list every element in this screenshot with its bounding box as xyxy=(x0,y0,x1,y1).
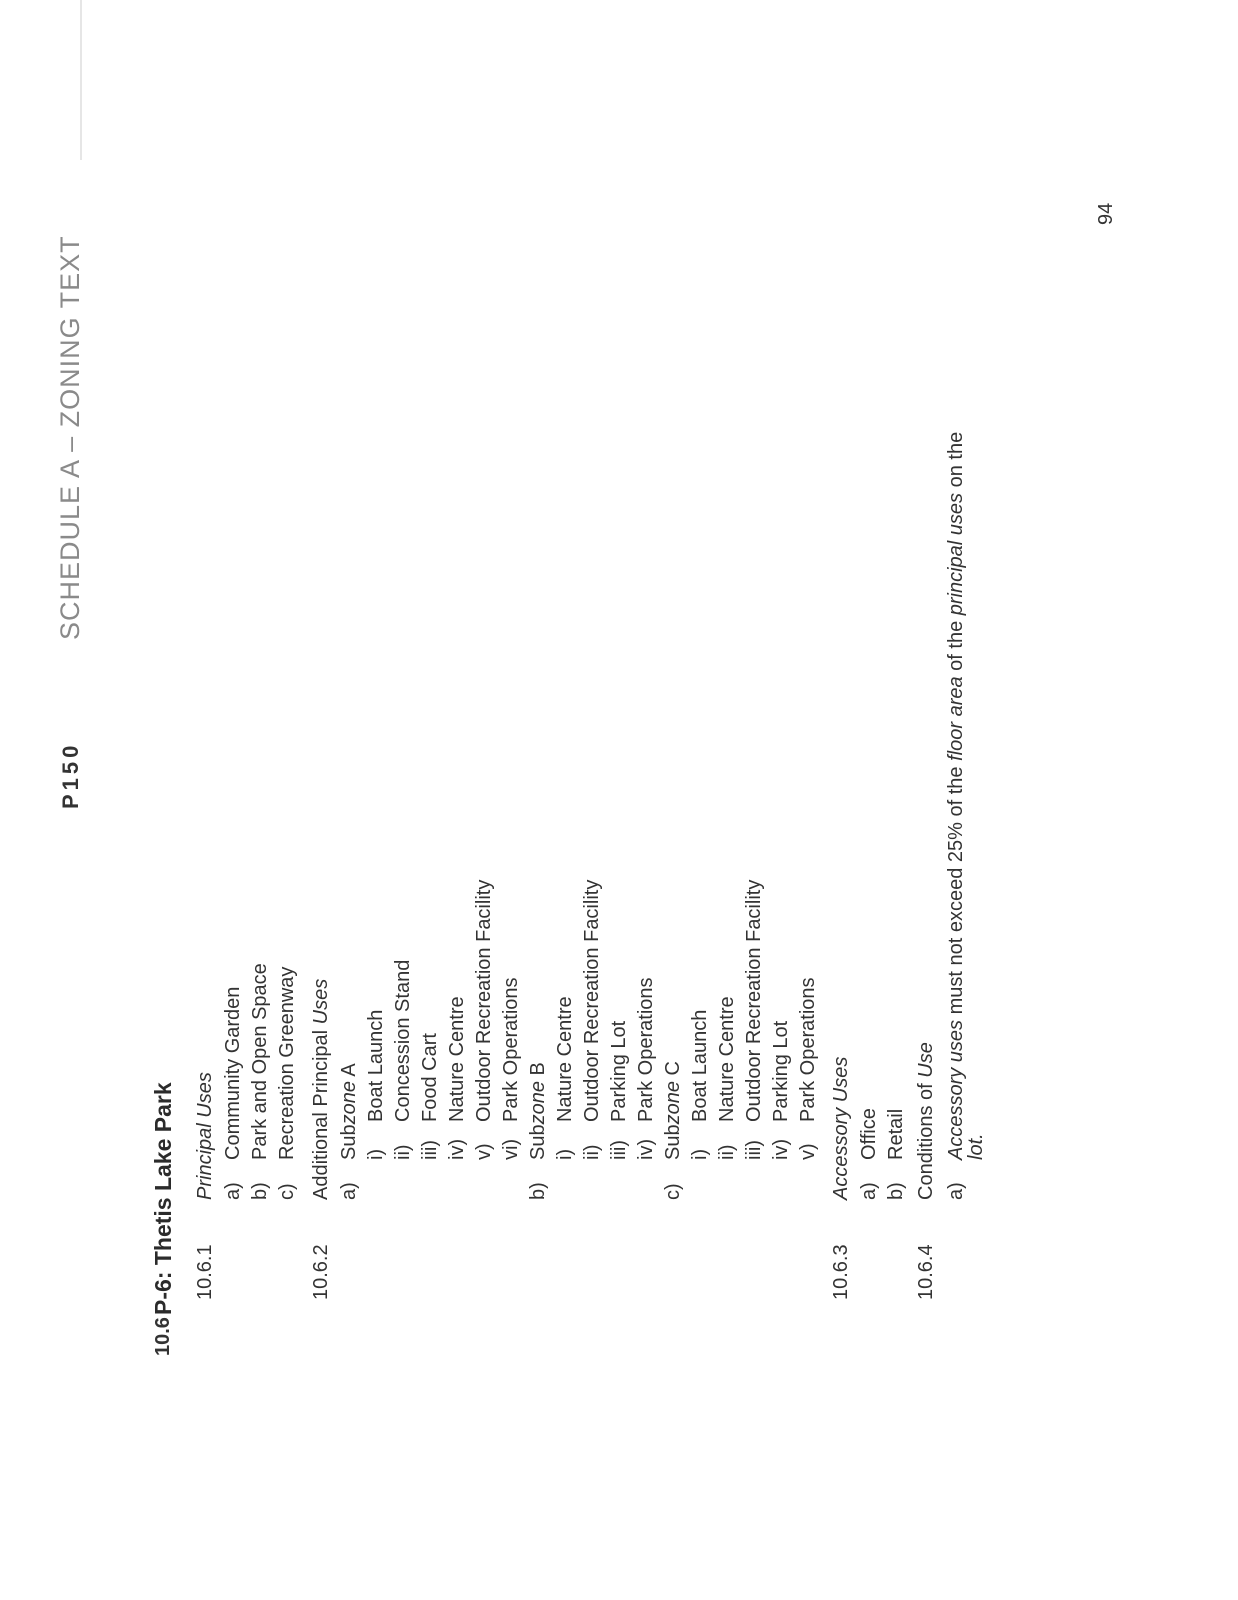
subzone-marker: c) xyxy=(662,1183,684,1200)
subzone-heading: Subzone A xyxy=(338,1063,360,1160)
list-item: Community Garden xyxy=(222,986,244,1160)
subsection-number: 10.6.4 xyxy=(915,1244,937,1300)
list-item-marker: v) xyxy=(473,1143,495,1160)
subsection-heading: Conditions of Use xyxy=(915,1042,937,1200)
list-item-marker: vi) xyxy=(500,1138,522,1160)
condition-marker: a) xyxy=(945,1182,967,1200)
scan-artifact xyxy=(80,0,82,160)
list-item-marker: ii) xyxy=(581,1144,603,1160)
list-item: Park Operations xyxy=(635,977,657,1122)
condition-text: Accessory uses must not exceed 25% of the floor area of the principal uses on the xyxy=(945,431,967,1160)
list-item-marker: iv) xyxy=(770,1138,792,1160)
list-item: Boat Launch xyxy=(689,1009,711,1122)
list-item: Boat Launch xyxy=(365,1009,387,1122)
list-item: Concession Stand xyxy=(392,959,414,1122)
list-item: Nature Centre xyxy=(554,996,576,1122)
subsection-heading: Additional Principal Uses xyxy=(310,978,332,1200)
list-item-marker: b) xyxy=(249,1182,271,1200)
subzone-heading: Subzone C xyxy=(662,1061,684,1160)
list-item-marker: iii) xyxy=(419,1140,441,1160)
list-item: Parking Lot xyxy=(770,1020,792,1122)
section-number: 10.6 xyxy=(152,1317,174,1356)
list-item-marker: i) xyxy=(365,1148,387,1160)
list-item-marker: v) xyxy=(797,1143,819,1160)
document-code: P150 xyxy=(58,741,83,809)
subsection-number: 10.6.3 xyxy=(830,1244,852,1300)
list-item: Parking Lot xyxy=(608,1020,630,1122)
list-item: Park Operations xyxy=(797,977,819,1122)
subsection-number: 10.6.2 xyxy=(310,1244,332,1300)
list-item: Park Operations xyxy=(500,977,522,1122)
list-item: Nature Centre xyxy=(716,996,738,1122)
list-item-marker: b) xyxy=(885,1182,907,1200)
list-item-marker: iv) xyxy=(446,1138,468,1160)
list-item-marker: a) xyxy=(858,1182,880,1200)
list-item: Outdoor Recreation Facility xyxy=(581,879,603,1122)
subsection-heading: Accessory Uses xyxy=(830,1056,852,1200)
list-item-marker: ii) xyxy=(716,1144,738,1160)
list-item: Retail xyxy=(885,1108,907,1160)
section-title: P-6: Thetis Lake Park xyxy=(150,1082,176,1315)
list-item-marker: i) xyxy=(689,1148,711,1160)
list-item: Office xyxy=(858,1108,880,1160)
condition-text-continued: lot. xyxy=(965,1133,987,1160)
subzone-heading: Subzone B xyxy=(527,1062,549,1160)
subzone-marker: a) xyxy=(338,1182,360,1200)
list-item-marker: iv) xyxy=(635,1138,657,1160)
list-item: Outdoor Recreation Facility xyxy=(743,879,765,1122)
list-item-marker: a) xyxy=(222,1182,244,1200)
subsection-heading: Principal Uses xyxy=(194,1072,216,1200)
list-item: Recreation Greenway xyxy=(276,966,298,1160)
list-item-marker: iii) xyxy=(743,1140,765,1160)
list-item-marker: i) xyxy=(554,1148,576,1160)
subzone-marker: b) xyxy=(527,1182,549,1200)
page-number: 94 xyxy=(1095,202,1117,225)
list-item: Outdoor Recreation Facility xyxy=(473,879,495,1122)
document-title: SCHEDULE A – ZONING TEXT xyxy=(55,235,85,640)
list-item-marker: iii) xyxy=(608,1140,630,1160)
list-item-marker: ii) xyxy=(392,1144,414,1160)
list-item: Park and Open Space xyxy=(249,963,271,1160)
list-item: Food Cart xyxy=(419,1033,441,1122)
subsection-number: 10.6.1 xyxy=(194,1244,216,1300)
list-item-marker: c) xyxy=(276,1183,298,1200)
list-item: Nature Centre xyxy=(446,996,468,1122)
